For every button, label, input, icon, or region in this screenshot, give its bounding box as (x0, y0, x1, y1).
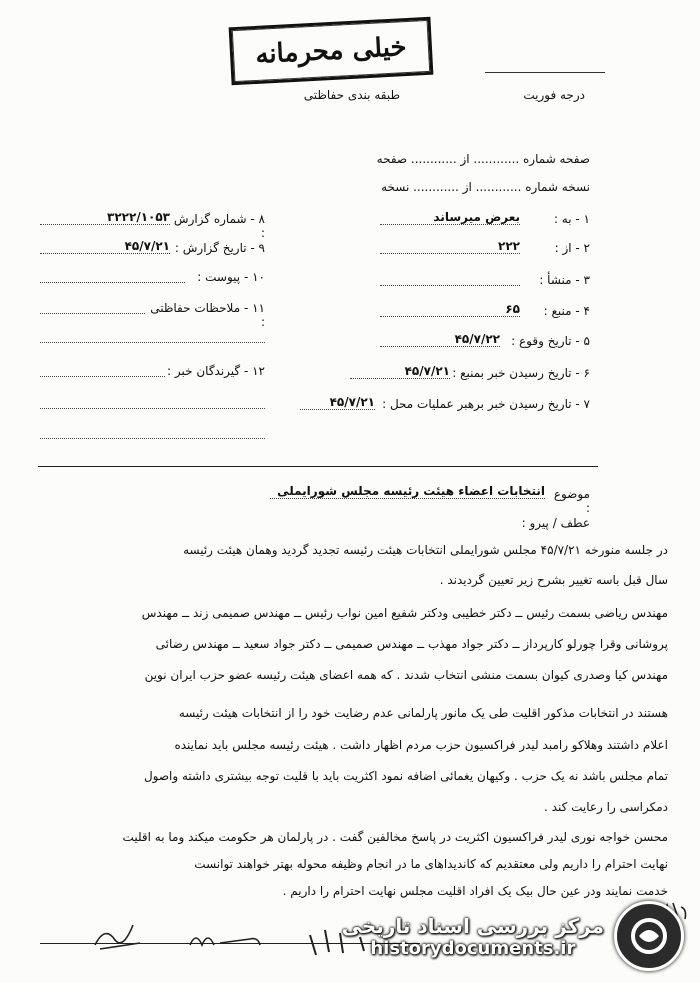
body-line: در جلسه منورخه ۴۵/۷/۲۱ مجلس شورایملی انتخابات هیئت رئیسه تجدید گردید وهمان هیئت رئیسه (183, 543, 668, 557)
field-label: ۱۰ - پیوست : (197, 270, 265, 284)
field-value: ۳۲۲۲/۱۰۵۳ (40, 210, 170, 225)
body-line: تمام مجلس باشد نه یک حزب . وکیهان یغمائی اضافه نمود اکثریت باید با قلیت توجه بیشتری داشته واصول (143, 769, 668, 783)
body-line: مهندس کیا وصدری کیوان بسمت منشی انتخاب شدند . که همه اعضای هیئت رئیسه عضو حزب ایران نوین (144, 668, 668, 682)
field-label: ۲ - از : (554, 241, 590, 255)
field-line (40, 268, 185, 283)
watermark-fa: مرکز بررسی اسناد تاریخی (341, 913, 604, 938)
field-label: ۷ - تاریخ رسیدن خبر برهبر عملیات محل : (382, 397, 590, 411)
field-label: ۱ - به : (553, 212, 590, 226)
field-line (40, 362, 165, 377)
reference-label: عطف / پیرو : (521, 516, 590, 530)
page-number-field: صفحه شماره ............ از ............ صفحه (376, 152, 590, 166)
body-line: هستند در انتخابات مذکور اقلیت طی یک مانور پارلمانی عدم رضایت خود را از انتخابات هیئت رئیسه (178, 706, 668, 720)
field-line (40, 424, 265, 439)
body-line: خدمت نمایند ودر عین حال بیک یک افراد اقلیت مجلس نهایت احترام را داریم . (282, 884, 668, 898)
field-value: ۴۵/۷/۲۱ (300, 395, 375, 410)
priority-line (485, 72, 605, 73)
classification-label: طبقه بندی حفاظتی (303, 88, 400, 102)
body-line: پروشانی وقرا چورلو کارپرداز ــ دکتر جواد مهذب ــ مهندس صمیمی ــ دکتر جواد سعید ــ مهندس رضائی (155, 637, 668, 651)
field-label: ۱۲ - گیرندگان خبر : (167, 364, 265, 378)
section-divider (38, 466, 598, 467)
body-line: سال قبل باسه تغییر بشرح زیر تعیین گردیدند . (439, 573, 668, 587)
field-value: ۴۵/۷/۲۱ (350, 364, 450, 379)
body-line: دمکراسی را رعایت کند . (544, 800, 668, 814)
field-label: ۵ - تاریخ وقوع : (511, 334, 590, 348)
field-line (40, 328, 265, 343)
copy-number-field: نسخه شماره ............ از ............ نسخه (381, 180, 590, 194)
field-label: ۹ - تاریخ گزارش : (174, 241, 265, 255)
field-value: ۲۲۲ (380, 239, 520, 254)
body-line: اعلام داشتند وهلاکو رامبد لیدر فراکسیون حزب مردم اظهار داشت . هیئت رئیسه مجلس باید نماینده (174, 738, 668, 752)
field-label: ۱۱ - ملاحظات حفاظتی : (150, 301, 265, 329)
classification-stamp: خیلی محرمانه (229, 17, 434, 85)
field-value: بعرض میرساند (380, 210, 520, 225)
subject-value: انتخابات اعضاء هیئت رئیسه مجلس شورایملی (270, 484, 545, 499)
field-line (40, 394, 265, 409)
field-label: ۶ - تاریخ رسیدن خبر بمنبع : (452, 366, 590, 380)
field-label: ۸ - شماره گزارش : (173, 212, 265, 240)
field-value: ۶۵ (380, 302, 520, 317)
priority-label: درجه فوریت (523, 88, 585, 102)
body-line: نهایت احترام را داریم ولی معتقدیم که کاندیداهای ما در انجام وظیفه محوله بهتر خواهند توانست (194, 857, 668, 871)
field-value: ۴۵/۷/۲۱ (40, 239, 170, 254)
archive-logo-icon (614, 901, 684, 971)
watermark-en: historydocuments.ir (370, 937, 576, 959)
body-line: مهندس ریاضی بسمت رئیس ــ دکتر خطیبی ودکتر شفیع امین نواب رئیس ــ مهندس صمیمی زند ــ مهندس (141, 606, 668, 620)
field-value (380, 271, 520, 286)
body-line: محسن خواجه نوری لیدر فراکسیون اکثریت در پاسخ مخالفین گفت . در پارلمان هر حکومت میکند وما به اقلیت (122, 830, 668, 844)
field-line (40, 299, 145, 314)
archive-watermark (342, 901, 684, 971)
field-value: ۴۵/۷/۲۲ (380, 332, 500, 347)
field-label: ۳ - منشأ : (539, 273, 590, 287)
subject-label: موضوع : (553, 487, 590, 515)
field-label: ۴ - منبع : (543, 304, 590, 318)
